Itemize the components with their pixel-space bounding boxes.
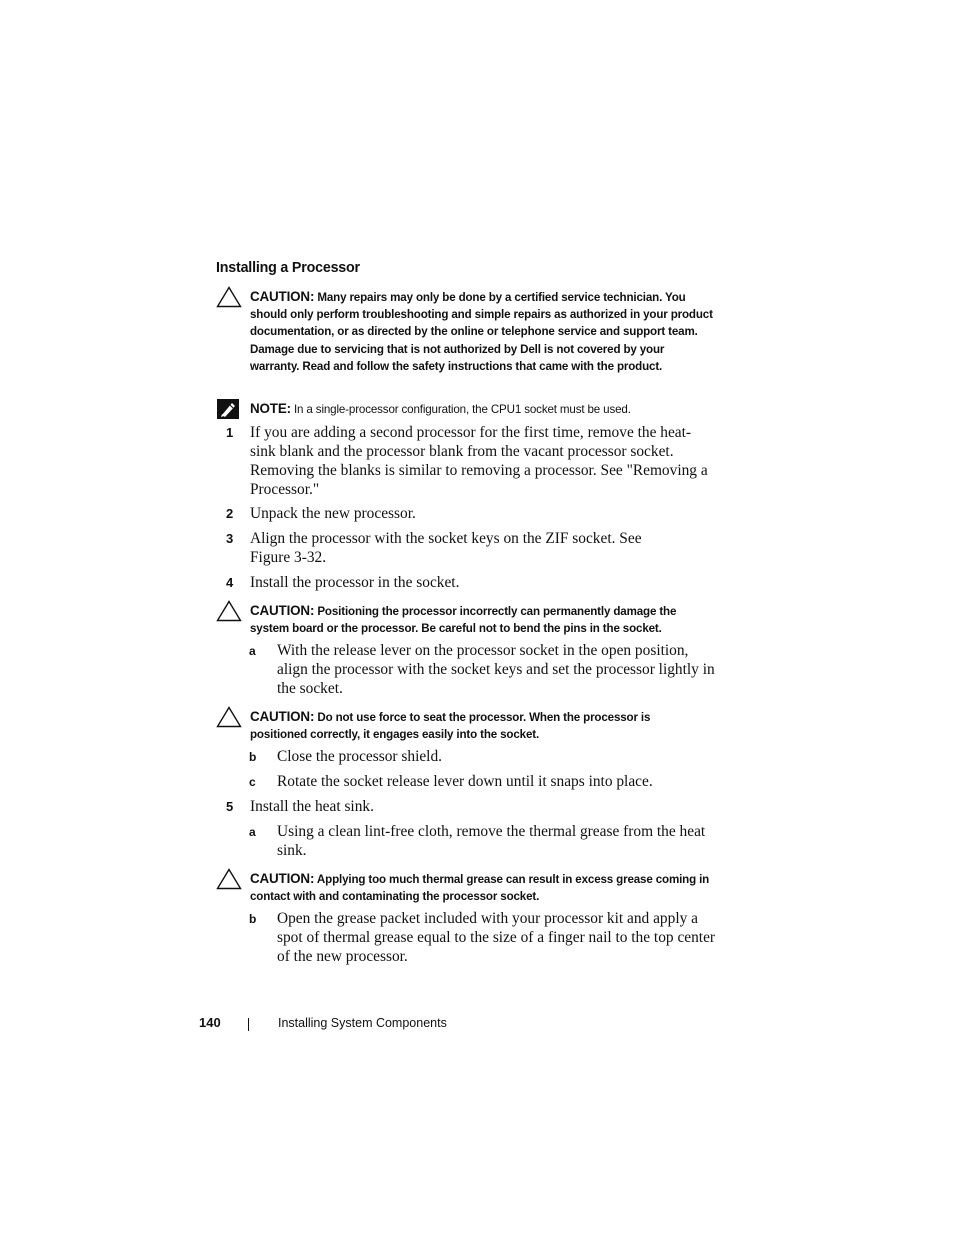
caution-body: Positioning the processor incorrectly can permanently damage the system board or the processor. Be careful not to bend the pins in the socket. <box>250 605 677 636</box>
section-title: Installing a Processor <box>216 259 360 276</box>
substep-letter: a <box>249 644 256 658</box>
footer-divider <box>248 1018 249 1031</box>
chapter-title: Installing System Components <box>278 1016 447 1030</box>
caution-label: CAUTION: <box>250 709 315 724</box>
substep-text: Open the grease packet included with your processor kit and apply a spot of thermal grease equal to the size of a finger nail to the top center of the new processor. <box>277 910 716 965</box>
caution-label: CAUTION: <box>250 289 315 304</box>
note-label: NOTE: <box>250 401 291 416</box>
caution-body: Do not use force to seat the processor. When the processor is positioned correctly, it engages easily into the socket. <box>250 711 651 742</box>
step-text: Unpack the new processor. <box>250 505 416 522</box>
caution-body: Many repairs may only be done by a certified service technician. You should only perform troubleshooting and simple repairs as authorized in your product documentation, or as directed by the online or telephone service and support team. Damage due to servicing that is not authorized by Dell is not covered by your warranty. Read and follow the safety instructions that came with the product. <box>250 291 713 373</box>
step-number: 3 <box>226 531 234 546</box>
step-text: Align the processor with the socket keys on the ZIF socket. See Figure 3-32. <box>250 530 642 566</box>
caution-text <box>250 870 716 905</box>
substep-text: Close the processor shield. <box>277 748 442 765</box>
step-text: Install the heat sink. <box>250 798 374 815</box>
substep-text: Rotate the socket release lever down until it snaps into place. <box>277 773 653 790</box>
note-pencil-icon <box>216 398 240 420</box>
caution-triangle-icon <box>216 600 242 622</box>
step-text: If you are adding a second processor for the first time, remove the heat-sink blank and the processor blank from the vacant processor socket. Removing the blanks is similar to removing a processor. See "Removing a Processor." <box>250 424 708 498</box>
step-number: 5 <box>226 799 234 814</box>
caution-text <box>250 602 716 637</box>
caution-label: CAUTION: <box>250 603 315 618</box>
caution-triangle-icon <box>216 286 242 308</box>
caution-text <box>250 708 680 743</box>
substep-letter: b <box>249 750 257 764</box>
caution-text <box>250 288 716 375</box>
step-number: 4 <box>226 575 234 590</box>
caution-body: Applying too much thermal grease can result in excess grease coming in contact with and contaminating the processor socket. <box>250 873 710 904</box>
substep-letter: b <box>249 912 257 926</box>
substep-text: With the release lever on the processor socket in the open position, align the processor with the socket keys and set the processor lightly in the socket. <box>277 642 715 697</box>
caution-triangle-icon <box>216 868 242 890</box>
step-text: Install the processor in the socket. <box>250 574 460 591</box>
substep-letter: c <box>249 775 256 789</box>
substep-letter: a <box>249 825 256 839</box>
note-text <box>250 400 716 418</box>
caution-label: CAUTION: <box>250 871 315 886</box>
substep-text: Using a clean lint-free cloth, remove the thermal grease from the heat sink. <box>277 823 706 859</box>
caution-triangle-icon <box>216 706 242 728</box>
step-number: 1 <box>226 425 234 440</box>
note-body: In a single-processor configuration, the CPU1 socket must be used. <box>293 403 631 416</box>
page-number: 140 <box>199 1015 221 1030</box>
step-number: 2 <box>226 506 234 521</box>
